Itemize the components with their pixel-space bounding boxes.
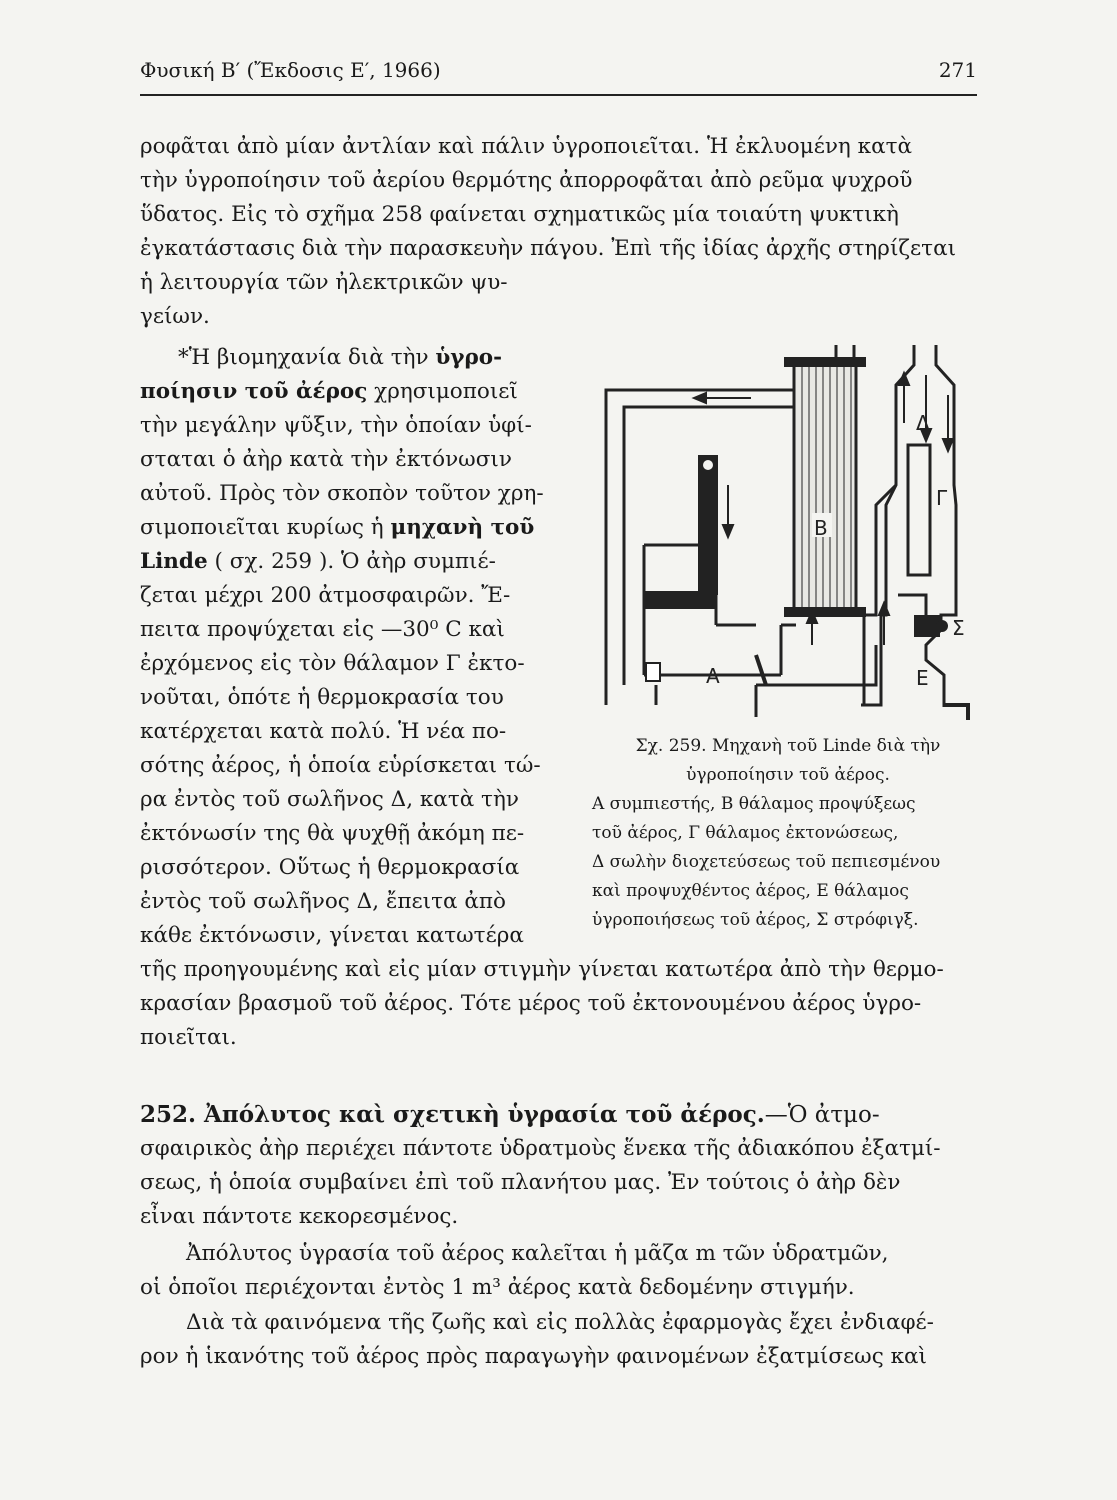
text-line: κατέρχεται κατὰ πολύ. Ἡ νέα πο- xyxy=(140,719,507,744)
label-b: B xyxy=(814,516,828,540)
drain-tap xyxy=(944,705,968,720)
text-run: σιμοποιεῖται κυρίως ἡ xyxy=(140,515,384,540)
text-line: ἐρχόμενος εἰς τὸν θάλαμον Γ ἐκτο- xyxy=(140,651,525,676)
text-line: Διὰ τὰ φαινόμενα τῆς ζωῆς καὶ εἰς πολλὰς ἐφαρμογὰς ἔχει ἐνδιαφέ- xyxy=(186,1310,934,1335)
bold-term: ὑγρο- xyxy=(435,345,503,370)
text-line: ποιεῖται. xyxy=(140,1025,237,1050)
text-line: γείων. xyxy=(140,304,210,329)
text-line: κάθε ἐκτόνωσιν, γίνεται κατωτέρα xyxy=(140,923,524,948)
text-run: ( σχ. 259 ). Ὁ ἀὴρ συμπιέ- xyxy=(214,549,496,574)
text-line xyxy=(140,375,562,409)
expansion-column xyxy=(846,345,956,707)
text-line: αὐτοῦ. Πρὸς τὸν σκοπὸν τοῦτον χρη- xyxy=(140,481,544,506)
chamber-b xyxy=(784,357,866,617)
text-line: εἶναι πάντοτε κεκορεσμένος. xyxy=(140,1204,459,1229)
text-line: οἱ ὁποῖοι περιέχονται ἐντὸς 1 m³ ἀέρος κατὰ δεδομένην στιγμήν. xyxy=(140,1275,855,1300)
text-line: ρισσότερον. Οὕτως ἡ θερμοκρασία xyxy=(140,855,520,880)
section-heading-line xyxy=(140,1098,977,1132)
text-run: —Ὁ ἀτμο- xyxy=(764,1102,880,1128)
label-s: Σ xyxy=(952,616,965,640)
header-rule xyxy=(140,94,977,96)
text-line: ἐντὸς τοῦ σωλῆνος Δ, ἔπειτα ἀπὸ xyxy=(140,889,506,914)
text-line: ἐκτόνωσίν της θὰ ψυχθῇ ἀκόμη πε- xyxy=(140,821,525,846)
label-a: A xyxy=(706,664,720,688)
text-run: *Ἡ βιομηχανία διὰ τὴν xyxy=(178,345,429,370)
figure-caption xyxy=(592,732,984,790)
legend-line: ὑγροποιήσεως τοῦ ἀέρος, Σ στρόφιγξ. xyxy=(592,910,919,930)
bold-term: Linde xyxy=(140,549,208,574)
text-line: σότης ἀέρος, ἡ ὁποία εὑρίσκεται τώ- xyxy=(140,753,541,778)
legend-line: Δ σωλὴν διοχετεύσεως τοῦ πεπιεσμένου xyxy=(592,852,941,872)
text-line: τὴν μεγάλην ψῦξιν, τὴν ὁποίαν ὑφί- xyxy=(140,413,532,438)
text-line xyxy=(140,511,562,545)
text-line: ροφᾶται ἀπὸ μίαν ἀντλίαν καὶ πάλιν ὑγροποιεῖται. Ἡ ἐκλυομένη κατὰ xyxy=(140,134,913,159)
label-d: Δ xyxy=(916,411,930,435)
text-line: πειτα προψύχεται εἰς —30⁰ C καὶ xyxy=(140,617,505,642)
piston-rod xyxy=(698,455,718,595)
text-run: χρησιμοποιεῖ xyxy=(374,379,518,404)
text-line: ἡ λειτουργία τῶν ἠλεκτρικῶν ψυ- xyxy=(140,270,508,295)
text-line: τὴν ὑγροποίησιν τοῦ ἀερίου θερμότης ἀπορροφᾶται ἀπὸ ρεῦμα ψυχροῦ xyxy=(140,168,913,193)
running-header xyxy=(140,58,977,88)
text-line: ζεται μέχρι 200 ἀτμοσφαιρῶν. Ἔ- xyxy=(140,583,511,608)
text-line: ρα ἐντὸς τοῦ σωλῆνος Δ, κατὰ τὴν xyxy=(140,787,519,812)
text-line: σεως, ἡ ὁποία συμβαίνει ἐπὶ τοῦ πλανήτου μας. Ἐν τούτοις ὁ ἀὴρ δὲν xyxy=(140,1170,901,1195)
text-line: νοῦται, ὁπότε ἡ θερμοκρασία του xyxy=(140,685,504,710)
text-line: ὕδατος. Εἰς τὸ σχῆμα 258 φαίνεται σχηματικῶς μία τοιαύτη ψυκτικὴ xyxy=(140,202,899,227)
caption-line: ὑγροποίησιν τοῦ ἀέρος. xyxy=(686,765,890,785)
label-g: Γ xyxy=(936,486,948,510)
figure-legend xyxy=(592,790,984,935)
bold-term: μηχανὴ τοῦ xyxy=(390,515,535,540)
legend-line: Α συμπιεστής, Β θάλαμος προψύξεως xyxy=(592,794,916,814)
text-line: σταται ὁ ἀὴρ κατὰ τὴν ἐκτόνωσιν xyxy=(140,447,512,472)
text-line xyxy=(140,341,562,375)
text-line: Ἀπόλυτος ὑγρασία τοῦ ἀέρος καλεῖται ἡ μᾶζα m τῶν ὑδρατμῶν, xyxy=(186,1241,889,1266)
label-e: E xyxy=(916,666,929,690)
text-line: κρασίαν βρασμοῦ τοῦ ἀέρος. Τότε μέρος τοῦ ἐκτονουμένου ἀέρος ὑγρο- xyxy=(140,991,922,1016)
text-line: σφαιρικὸς ἀὴρ περιέχει πάντοτε ὑδρατμοὺς ἕνεκα τῆς ἀδιακόπου ἐξατμί- xyxy=(140,1136,941,1161)
text-line: τῆς προηγουμένης καὶ εἰς μίαν στιγμὴν γίνεται κατωτέρα ἀπὸ τὴν θερμο- xyxy=(140,957,944,982)
caption-line: Σχ. 259. Μηχανὴ τοῦ Linde διὰ τὴν xyxy=(635,736,941,756)
legend-line: καὶ προψυχθέντος ἀέρος, Ε θάλαμος xyxy=(592,881,909,901)
text-line: ρον ἡ ἱκανότης τοῦ ἀέρος πρὸς παραγωγὴν φαινομένων ἐξατμίσεως καὶ xyxy=(140,1344,927,1369)
section-title: 252. Ἀπόλυτος καὶ σχετικὴ ὑγρασία τοῦ ἀέρος. xyxy=(140,1101,765,1128)
linde-machine-diagram xyxy=(596,345,976,725)
legend-line: τοῦ ἀέρος, Γ θάλαμος ἐκτονώσεως, xyxy=(592,823,899,843)
text-line xyxy=(140,545,562,579)
running-title: Φυσική Β′ (Ἔκδοσις Ε′, 1966) xyxy=(140,58,441,82)
page-number: 271 xyxy=(938,58,977,82)
text-line: ἐγκατάστασις διὰ τὴν παρασκευὴν πάγου. Ἐπὶ τῆς ἰδίας ἀρχῆς στηρίζεται xyxy=(140,236,957,261)
bold-term: ποίησιν τοῦ ἀέρος xyxy=(140,379,368,404)
